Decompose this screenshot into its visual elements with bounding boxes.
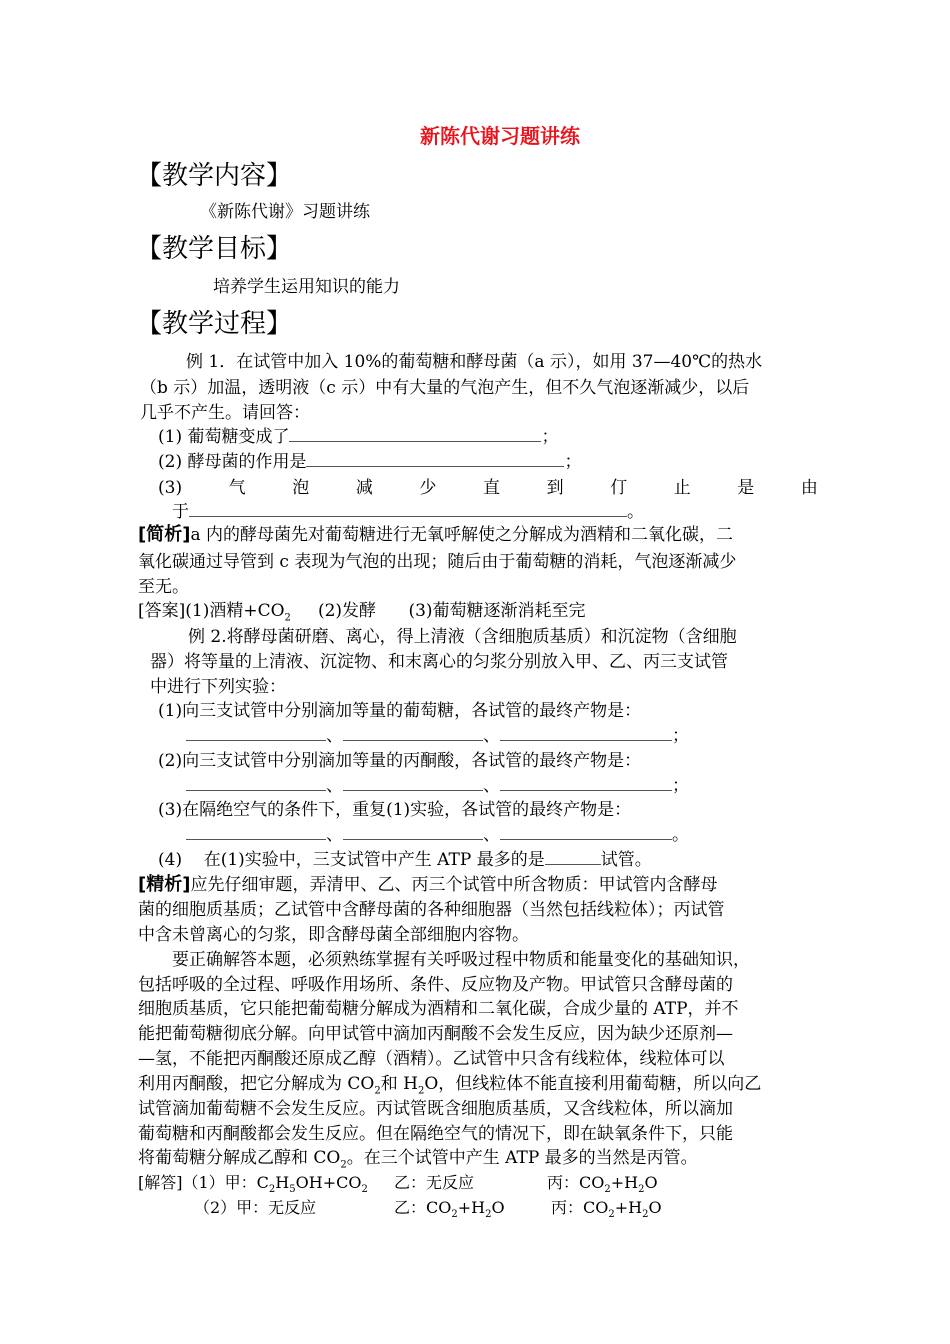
- analysis1-line3: 至无。: [138, 577, 189, 597]
- example2-line2: 器）将等量的上清液、沉淀物、和末离心的匀浆分别放入甲、乙、丙三支试管: [150, 652, 728, 672]
- question-text: 试管。: [600, 850, 652, 870]
- goal-text: 培养学生运用知识的能力: [213, 277, 400, 297]
- answer1: [138, 599, 586, 623]
- answer2-row1: [138, 1171, 368, 1195]
- analysis-text: 和 H: [380, 1074, 418, 1094]
- sep: 、: [483, 825, 500, 845]
- subscript: 2: [608, 1209, 615, 1221]
- formula: O: [491, 1198, 505, 1217]
- formula: 丙：CO: [547, 1173, 605, 1192]
- subscript: 2: [417, 1085, 425, 1097]
- section-heading-goal: 【教学目标】: [136, 234, 293, 264]
- document-title: 新陈代谢习题讲练: [420, 124, 580, 148]
- answer-blank: [186, 827, 326, 840]
- q3-char: 泡: [292, 478, 310, 498]
- example2-question-3: (3)在隔绝空气的条件下，重复(1)实验，各试管的最终产物是：: [158, 800, 632, 820]
- punct: 。: [627, 502, 644, 522]
- analysis2-p2-line3: 细胞质基质，它只能把葡萄糖分解成为酒精和二氧化碳，合成少量的 ATP，并不: [138, 999, 739, 1019]
- formula: H: [275, 1173, 290, 1192]
- subscript: 2: [638, 1184, 645, 1196]
- answer-blank: [186, 778, 326, 791]
- subscript: 2: [340, 1159, 347, 1171]
- answer2-row2-b: [394, 1196, 505, 1220]
- example1-question-2: [158, 450, 581, 474]
- example1-line3: 几乎不产生。请回答：: [140, 403, 310, 423]
- q3-char: 仃: [610, 478, 628, 498]
- example2-blanks-1: [186, 724, 689, 748]
- example2-question-2: (2)向三支试管中分别滴加等量的丙酮酸，各试管的最终产物是：: [158, 751, 642, 771]
- punct: ；: [541, 427, 559, 447]
- analysis-text: 将葡萄糖分解成乙醇和 CO: [138, 1148, 341, 1168]
- formula: 丙：CO: [551, 1198, 609, 1217]
- answer-blank: [189, 504, 627, 517]
- formula: +H: [610, 1173, 639, 1192]
- formula: C: [256, 1173, 269, 1192]
- analysis2-p2-line1: 要正确解答本题，必须熟练掌握有关呼吸过程中物质和能量变化的基础知识，: [172, 950, 750, 970]
- analysis2-p2-line7: 试管滴加葡萄糖不会发生反应。丙试管既含细胞质基质，又含线粒体，所以滴加: [138, 1099, 733, 1119]
- subscript: 2: [361, 1184, 368, 1196]
- answer-blank: [306, 454, 564, 467]
- analysis2-p2-line9: [138, 1146, 698, 1170]
- analysis-text: 应先仔细审题，弄清甲、乙、丙三个试管中所含物质：甲试管内含酵母: [190, 875, 718, 895]
- formula: +H: [614, 1198, 643, 1217]
- example1-line1: 例 1．在试管中加入 10%的葡萄糖和酵母菌（a 示），如用 37—40℃的热水: [186, 352, 763, 372]
- q3-char: 少: [419, 478, 437, 498]
- analysis1-line1: [138, 523, 733, 547]
- question-text: 于: [172, 502, 189, 522]
- section-heading-content: 【教学内容】: [136, 161, 293, 191]
- analysis2-p2-line6: [138, 1072, 761, 1096]
- analysis1-line2: 氧化碳通过导管到 c 表现为气泡的出现；随后由于葡萄糖的消耗，气泡逐渐减少: [138, 552, 737, 572]
- analysis-text: 。在三个试管中产生 ATP 最多的当然是丙管。: [346, 1148, 698, 1168]
- subscript: 2: [451, 1209, 458, 1221]
- example2-line1: 例 2.将酵母菌研磨、离心，得上清液（含细胞质基质）和沉淀物（含细胞: [188, 627, 737, 647]
- example1-question-1: [158, 425, 558, 449]
- answer-label: [解答]（1）甲：: [138, 1173, 257, 1192]
- subscript: 2: [485, 1209, 492, 1221]
- answer2-row2-c: [551, 1196, 662, 1220]
- sep: 、: [483, 776, 500, 796]
- answer-blank: [545, 852, 601, 865]
- formula: O: [648, 1198, 662, 1217]
- example2-line3: 中进行下列实验：: [150, 677, 286, 697]
- formula: O: [644, 1173, 658, 1192]
- answer-blank: [186, 728, 326, 741]
- punct: ；: [672, 726, 689, 746]
- example1-question-3-cont: [172, 500, 644, 524]
- punct: 。: [672, 825, 689, 845]
- sep: 、: [326, 825, 343, 845]
- analysis-tag: [简析]: [138, 524, 191, 545]
- subscript: 2: [374, 1085, 381, 1097]
- analysis-tag: [精析]: [138, 874, 191, 895]
- answer-blank: [343, 827, 483, 840]
- section-heading-process: 【教学过程】: [136, 309, 293, 339]
- sep: 、: [483, 726, 500, 746]
- q3-char: 减: [355, 478, 373, 498]
- answer-text: [答案](1)酒精+CO: [138, 601, 285, 621]
- question-text: (2) 酵母菌的作用是: [158, 452, 307, 472]
- subscript: 2: [284, 612, 291, 624]
- example2-question-4: [158, 848, 652, 872]
- question-text: (4) 在(1)实验中，三支试管中产生 ATP 最多的是: [158, 850, 545, 870]
- subscript: 2: [604, 1184, 611, 1196]
- analysis2-line1: [138, 873, 717, 897]
- formula: +H: [457, 1198, 486, 1217]
- example2-blanks-2: [186, 774, 689, 798]
- content-text: 《新陈代谢》习题讲练: [200, 202, 370, 222]
- q3-char: 直: [482, 478, 500, 498]
- subscript: 5: [289, 1184, 296, 1196]
- example1-line2: （b 示）加温，透明液（c 示）中有大量的气泡产生，但不久气泡逐渐减少，以后: [140, 378, 750, 398]
- analysis2-line3: 中含未曾离心的匀浆，即含酵母菌全部细胞内容物。: [138, 925, 529, 945]
- formula: OH+CO: [295, 1173, 362, 1192]
- answer-blank: [343, 778, 483, 791]
- sep: 、: [326, 776, 343, 796]
- answer-blank: [500, 728, 672, 741]
- q3-char: 到: [546, 478, 564, 498]
- analysis2-p2-line5: —氢，不能把丙酮酸还原成乙醇（酒精）。乙试管中只含有线粒体，线粒体可以: [138, 1049, 725, 1069]
- punct: ；: [564, 452, 582, 472]
- answer-blank: [289, 429, 541, 442]
- answer-blank: [500, 827, 672, 840]
- q3-char: 是: [737, 478, 755, 498]
- subscript: 2: [642, 1209, 649, 1221]
- q3-char: (3): [158, 478, 183, 498]
- answer-text: (2)发酵 (3)葡萄糖逐渐消耗至完: [290, 601, 586, 621]
- analysis2-p2-line4: 能把葡萄糖彻底分解。向甲试管中滴加丙酮酸不会发生反应，因为缺少还原剂—: [138, 1024, 733, 1044]
- answer2-row1-b: 乙：无反应: [394, 1173, 475, 1192]
- example2-question-1: (1)向三支试管中分别滴加等量的葡萄糖，各试管的最终产物是：: [158, 701, 642, 721]
- sep: 、: [326, 726, 343, 746]
- answer-blank: [500, 778, 672, 791]
- analysis-text: O，但线粒体不能直接利用葡萄糖，所以向乙: [424, 1074, 762, 1094]
- example1-question-3: [158, 476, 818, 500]
- punct: ；: [672, 776, 689, 796]
- analysis2-line2: 菌的细胞质基质；乙试管中含酵母菌的各种细胞器（当然包括线粒体）；丙试管: [138, 900, 725, 920]
- formula: 乙：CO: [394, 1198, 452, 1217]
- subscript: 2: [268, 1184, 276, 1196]
- answer2-row1-c: [547, 1171, 658, 1195]
- analysis2-p2-line8: 葡萄糖和丙酮酸都会发生反应。但在隔绝空气的情况下，即在缺氧条件下，只能: [138, 1124, 733, 1144]
- analysis2-p2-line2: 包括呼吸的全过程、呼吸作用场所、条件、反应物及产物。甲试管只含酵母菌的: [138, 975, 733, 995]
- q3-char: 由: [800, 478, 818, 498]
- analysis-text: a 内的酵母菌先对葡萄糖进行无氧呼解使之分解成为酒精和二氧化碳，二: [190, 525, 733, 545]
- q3-char: 气: [228, 478, 246, 498]
- example2-blanks-3: [186, 823, 689, 847]
- q3-char: 止: [673, 478, 691, 498]
- answer-blank: [343, 728, 483, 741]
- answer2-row2: （2）甲：无反应: [194, 1198, 317, 1217]
- analysis-text: 利用丙酮酸，把它分解成为 CO: [138, 1074, 375, 1094]
- question-text: (1) 葡萄糖变成了: [158, 427, 290, 447]
